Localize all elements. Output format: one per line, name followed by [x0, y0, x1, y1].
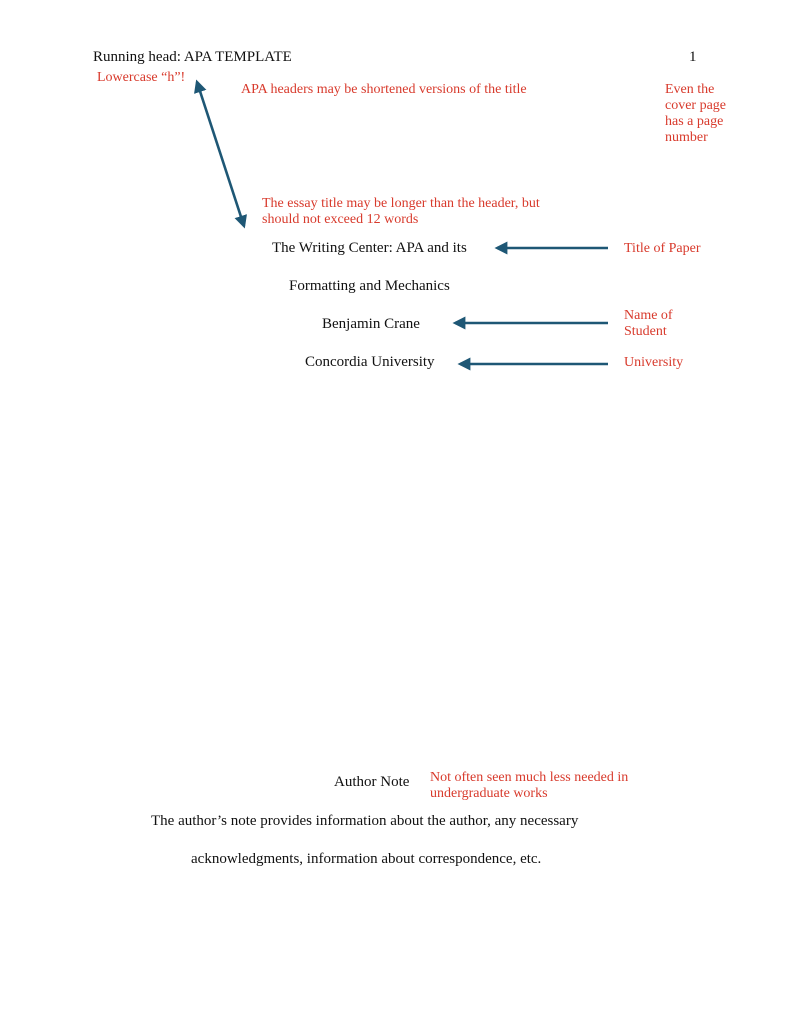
annotation-headers-shortened: APA headers may be shortened versions of the title — [241, 82, 527, 97]
annotation-cover-line: Even the — [665, 82, 715, 97]
annotation-cover-line: cover page — [665, 98, 727, 113]
running-head: Running head: APA TEMPLATE — [93, 49, 292, 65]
annotation-university: University — [624, 355, 684, 370]
paper-title-line1: The Writing Center: APA and its — [272, 240, 467, 256]
student-name: Benjamin Crane — [322, 316, 420, 332]
page-number: 1 — [689, 49, 697, 65]
annotation-title-length-line: The essay title may be longer than the header, but — [262, 196, 540, 211]
annotation-author-note-line: Not often seen much less needed in — [430, 770, 629, 785]
annotation-lowercase-h: Lowercase “h”! — [97, 70, 186, 85]
university-name: Concordia University — [305, 354, 435, 370]
paper-title-line2: Formatting and Mechanics — [289, 278, 450, 294]
annotation-name-line: Name of — [624, 308, 673, 323]
author-note-line1: The author’s note provides information about the author, any necessary — [151, 813, 579, 829]
annotation-title-of-paper: Title of Paper — [624, 241, 701, 256]
annotation-cover-line: number — [665, 130, 708, 145]
author-note-heading: Author Note — [334, 774, 410, 790]
double-arrow-header-to-title — [197, 82, 244, 226]
author-note-line2: acknowledgments, information about correspondence, etc. — [191, 851, 542, 867]
annotation-title-length-line: should not exceed 12 words — [262, 212, 419, 227]
annotation-name-line: Student — [624, 324, 667, 339]
annotation-cover-line: has a page — [665, 114, 724, 129]
annotation-author-note-line: undergraduate works — [430, 786, 548, 801]
